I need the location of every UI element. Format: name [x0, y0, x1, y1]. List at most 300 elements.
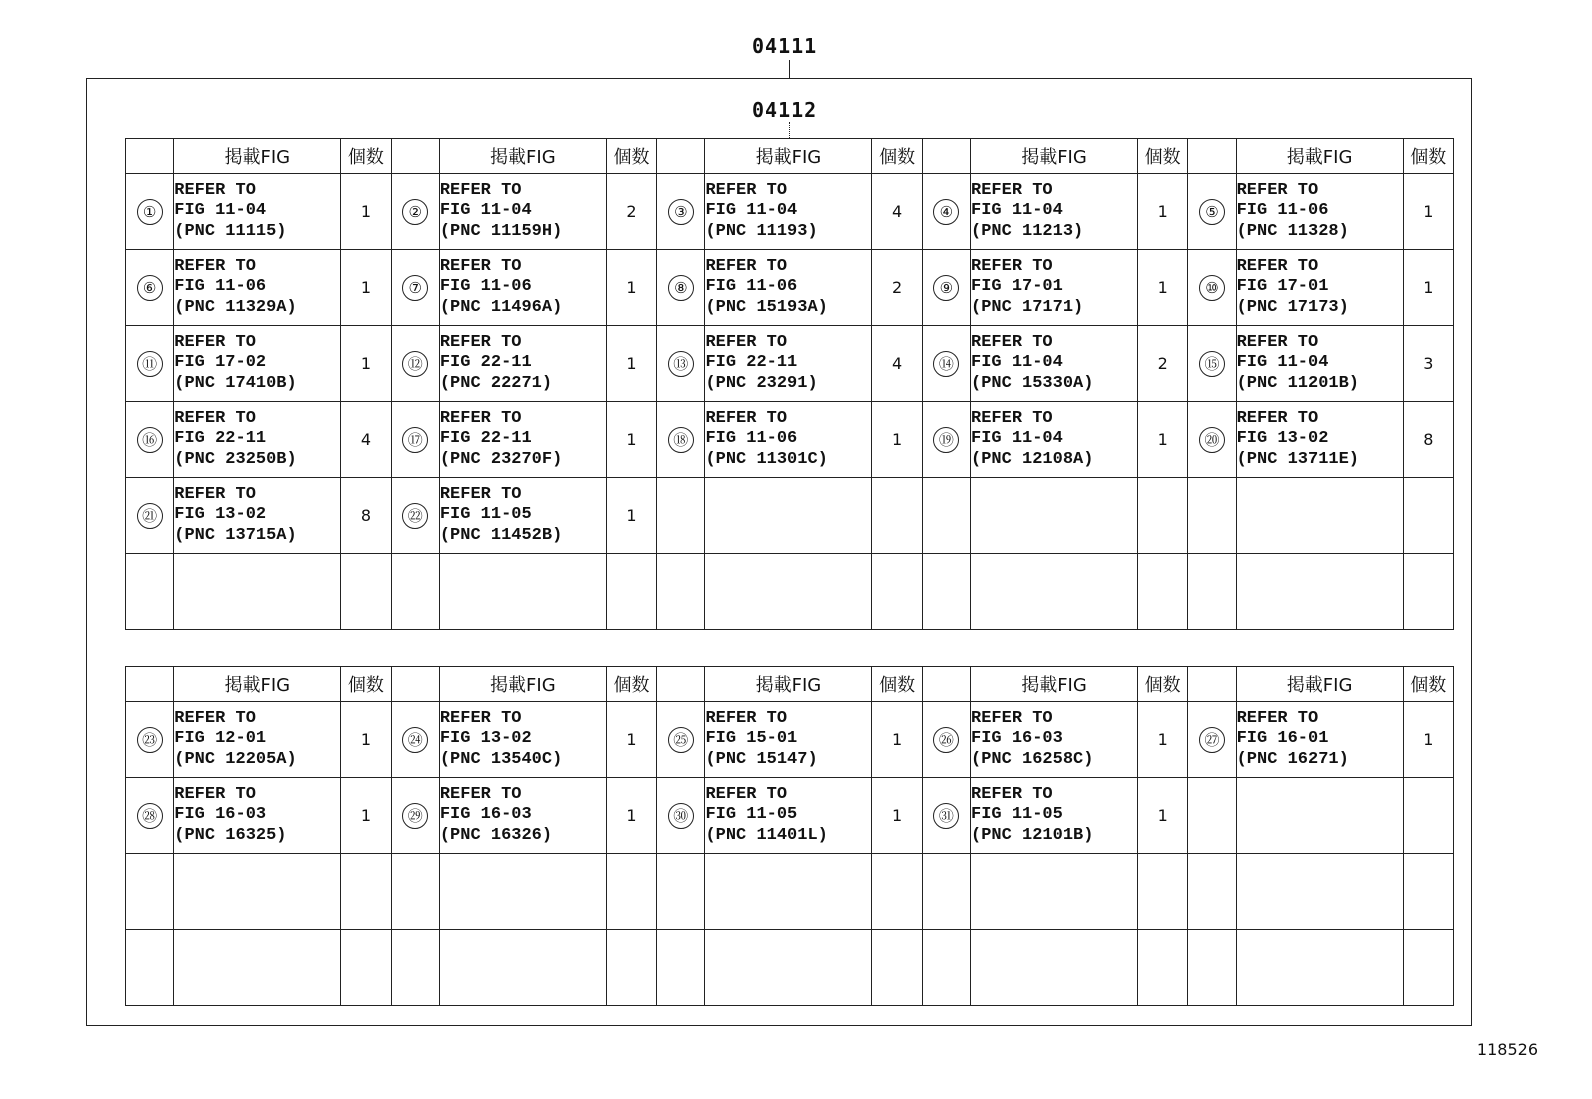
callout-number: ⑬: [668, 351, 694, 377]
refer-to-text: REFER TO: [439, 256, 522, 276]
empty-cell: [1138, 478, 1188, 554]
empty-cell: [391, 554, 439, 630]
callout-number-cell: [922, 250, 970, 326]
quantity-cell: 1: [1403, 702, 1453, 778]
empty-cell: [971, 478, 1138, 554]
fig-reference-cell: [1236, 402, 1403, 478]
callout-number: ㉚: [668, 803, 694, 829]
refer-to-text: REFER TO: [1236, 408, 1319, 428]
callout-number-cell: [922, 402, 970, 478]
quantity-cell: 4: [872, 174, 922, 250]
callout-number: ㉖: [933, 727, 959, 753]
header-qty-cell: 個数: [1138, 667, 1188, 702]
callout-number: ③: [668, 199, 694, 225]
fig-number-text: FIG 13-02: [439, 729, 532, 749]
quantity-cell: 1: [341, 778, 391, 854]
empty-cell: [872, 554, 922, 630]
table-row: [126, 854, 1454, 930]
quantity-cell: 1: [1138, 778, 1188, 854]
refer-to-text: REFER TO: [439, 484, 522, 504]
pnc-text: (PNC 16326): [439, 825, 553, 845]
callout-number-cell: [657, 174, 705, 250]
empty-cell: [341, 554, 391, 630]
callout-number: ⑤: [1199, 199, 1225, 225]
header-number-cell: [922, 139, 970, 174]
callout-number: ㉕: [668, 727, 694, 753]
empty-cell: [439, 854, 606, 930]
header-qty-cell: 個数: [1403, 139, 1453, 174]
fig-reference-cell: [174, 702, 341, 778]
header-qty-cell: 個数: [872, 139, 922, 174]
refer-to-text: REFER TO: [1236, 180, 1319, 200]
header-number-cell: [126, 667, 174, 702]
parts-reference-table-1: [125, 138, 1454, 630]
empty-cell: [922, 930, 970, 1006]
header-qty-cell: 個数: [341, 139, 391, 174]
quantity-cell: 1: [1138, 402, 1188, 478]
callout-number: ⑭: [933, 351, 959, 377]
quantity-cell: 1: [341, 326, 391, 402]
quantity-cell: 1: [606, 326, 656, 402]
quantity-cell: 1: [606, 702, 656, 778]
header-number-cell: [391, 667, 439, 702]
refer-to-text: REFER TO: [705, 180, 788, 200]
fig-number-text: FIG 22-11: [174, 429, 267, 449]
empty-cell: [705, 478, 872, 554]
quantity-cell: 1: [341, 702, 391, 778]
header-qty-cell: 個数: [1403, 667, 1453, 702]
callout-number-cell: [126, 326, 174, 402]
empty-cell: [922, 554, 970, 630]
pnc-text: (PNC 12101B): [971, 825, 1094, 845]
header-number-cell: [1188, 139, 1236, 174]
fig-reference-cell: [439, 778, 606, 854]
fig-number-text: FIG 11-06: [705, 277, 798, 297]
refer-to-text: REFER TO: [971, 180, 1053, 200]
callout-number: ⑰: [402, 427, 428, 453]
refer-to-text: REFER TO: [174, 784, 256, 804]
callout-number-cell: [126, 778, 174, 854]
empty-cell: [1403, 478, 1453, 554]
callout-number-cell: [391, 478, 439, 554]
quantity-cell: 8: [341, 478, 391, 554]
table-row: [126, 478, 1454, 554]
fig-number-text: FIG 11-05: [439, 505, 532, 525]
quantity-cell: 1: [872, 778, 922, 854]
quantity-cell: 4: [872, 326, 922, 402]
header-qty-cell: 個数: [606, 667, 656, 702]
empty-cell: [439, 930, 606, 1006]
header-fig-cell: 掲載FIG: [1236, 139, 1403, 174]
empty-cell: [705, 554, 872, 630]
empty-cell: [922, 854, 970, 930]
outer-assembly-code: 04111: [752, 34, 818, 58]
refer-to-text: REFER TO: [1236, 256, 1319, 276]
callout-number: ④: [933, 199, 959, 225]
empty-cell: [1236, 478, 1403, 554]
fig-number-text: FIG 16-03: [174, 805, 267, 825]
callout-number-cell: [391, 402, 439, 478]
fig-reference-cell: [439, 250, 606, 326]
fig-number-text: FIG 11-04: [971, 353, 1063, 373]
callout-number: ⑧: [668, 275, 694, 301]
pnc-text: (PNC 23291): [705, 373, 818, 393]
fig-reference-cell: [1236, 174, 1403, 250]
callout-number-cell: [922, 174, 970, 250]
fig-number-text: FIG 11-06: [1236, 201, 1329, 221]
fig-number-text: FIG 15-01: [705, 729, 798, 749]
pnc-text: (PNC 13711E): [1236, 449, 1360, 469]
callout-number-cell: [391, 174, 439, 250]
refer-to-text: REFER TO: [971, 256, 1053, 276]
pnc-text: (PNC 16258C): [971, 749, 1094, 769]
fig-reference-cell: [971, 174, 1138, 250]
parts-reference-table-2: [125, 666, 1454, 1006]
fig-number-text: FIG 12-01: [174, 729, 267, 749]
header-qty-cell: 個数: [606, 139, 656, 174]
pnc-text: (PNC 13715A): [174, 525, 297, 545]
table-row: [126, 402, 1454, 478]
header-number-cell: [657, 667, 705, 702]
header-fig-cell: 掲載FIG: [705, 139, 872, 174]
fig-reference-cell: [971, 778, 1138, 854]
callout-number-cell: [391, 778, 439, 854]
callout-number: ⑦: [402, 275, 428, 301]
empty-cell: [971, 930, 1138, 1006]
callout-number: ⑱: [668, 427, 694, 453]
refer-to-text: REFER TO: [174, 256, 256, 276]
fig-reference-cell: [1236, 702, 1403, 778]
quantity-cell: 1: [606, 250, 656, 326]
callout-number-cell: [922, 702, 970, 778]
callout-number: ㉛: [933, 803, 959, 829]
refer-to-text: REFER TO: [971, 332, 1053, 352]
header-fig-cell: 掲載FIG: [705, 667, 872, 702]
callout-number: ㉙: [402, 803, 428, 829]
fig-reference-cell: [174, 478, 341, 554]
fig-reference-cell: [439, 702, 606, 778]
refer-to-text: REFER TO: [705, 784, 788, 804]
empty-cell: [1403, 854, 1453, 930]
fig-number-text: FIG 16-03: [971, 729, 1063, 749]
empty-cell: [1236, 554, 1403, 630]
header-fig-cell: 掲載FIG: [439, 667, 606, 702]
quantity-cell: 2: [606, 174, 656, 250]
table-row: [126, 930, 1454, 1006]
refer-to-text: REFER TO: [1236, 332, 1319, 352]
header-qty-cell: 個数: [341, 667, 391, 702]
callout-number: ㉑: [137, 503, 163, 529]
pnc-text: (PNC 22271): [439, 373, 553, 393]
refer-to-text: REFER TO: [174, 708, 256, 728]
fig-reference-cell: [705, 702, 872, 778]
header-number-cell: [391, 139, 439, 174]
empty-cell: [1236, 778, 1403, 854]
table-row: [126, 778, 1454, 854]
refer-to-text: REFER TO: [439, 408, 522, 428]
table-row: [126, 702, 1454, 778]
callout-number-cell: [126, 174, 174, 250]
fig-number-text: FIG 11-04: [174, 201, 267, 221]
fig-number-text: FIG 22-11: [439, 429, 532, 449]
callout-number-cell: [1188, 174, 1236, 250]
empty-cell: [606, 930, 656, 1006]
callout-number: ⑳: [1199, 427, 1225, 453]
fig-reference-cell: [174, 402, 341, 478]
fig-reference-cell: [705, 326, 872, 402]
quantity-cell: 1: [1403, 250, 1453, 326]
fig-number-text: FIG 17-01: [971, 277, 1063, 297]
callout-number-cell: [126, 702, 174, 778]
quantity-cell: 1: [1403, 174, 1453, 250]
quantity-cell: 4: [341, 402, 391, 478]
header-number-cell: [1188, 667, 1236, 702]
table-row: [126, 326, 1454, 402]
pnc-text: (PNC 17173): [1236, 297, 1349, 317]
empty-cell: [126, 930, 174, 1006]
quantity-cell: 1: [341, 174, 391, 250]
header-fig-cell: 掲載FIG: [971, 139, 1138, 174]
empty-cell: [391, 930, 439, 1006]
pnc-text: (PNC 12108A): [971, 449, 1094, 469]
fig-reference-cell: [1236, 326, 1403, 402]
callout-number: ①: [137, 199, 163, 225]
empty-cell: [341, 930, 391, 1006]
empty-cell: [391, 854, 439, 930]
fig-reference-cell: [705, 250, 872, 326]
pnc-text: (PNC 11452B): [439, 525, 563, 545]
quantity-cell: 1: [872, 702, 922, 778]
empty-cell: [1236, 854, 1403, 930]
pnc-text: (PNC 11496A): [439, 297, 563, 317]
quantity-cell: 3: [1403, 326, 1453, 402]
header-number-cell: [126, 139, 174, 174]
refer-to-text: REFER TO: [439, 180, 522, 200]
callout-number-cell: [1188, 702, 1236, 778]
empty-cell: [657, 478, 705, 554]
header-fig-cell: 掲載FIG: [174, 667, 341, 702]
inner-leader-line: [789, 122, 790, 138]
callout-number: ⑮: [1199, 351, 1225, 377]
callout-number-cell: [657, 250, 705, 326]
empty-cell: [872, 854, 922, 930]
callout-number: ㉓: [137, 727, 163, 753]
pnc-text: (PNC 16271): [1236, 749, 1349, 769]
quantity-cell: 8: [1403, 402, 1453, 478]
callout-number-cell: [922, 778, 970, 854]
pnc-text: (PNC 13540C): [439, 749, 563, 769]
callout-number-cell: [1188, 250, 1236, 326]
empty-cell: [705, 854, 872, 930]
pnc-text: (PNC 23270F): [439, 449, 563, 469]
empty-cell: [439, 554, 606, 630]
pnc-text: (PNC 15193A): [705, 297, 828, 317]
empty-cell: [1188, 930, 1236, 1006]
header-number-cell: [657, 139, 705, 174]
callout-number: ⑩: [1199, 275, 1225, 301]
outer-leader-line: [789, 60, 790, 78]
callout-number-cell: [1188, 402, 1236, 478]
fig-number-text: FIG 22-11: [439, 353, 532, 373]
quantity-cell: 1: [872, 402, 922, 478]
pnc-text: (PNC 11159H): [439, 221, 563, 241]
fig-number-text: FIG 17-01: [1236, 277, 1329, 297]
callout-number: ⑯: [137, 427, 163, 453]
empty-cell: [872, 930, 922, 1006]
empty-cell: [1188, 478, 1236, 554]
fig-reference-cell: [439, 402, 606, 478]
callout-number: ⑲: [933, 427, 959, 453]
pnc-text: (PNC 11328): [1236, 221, 1349, 241]
empty-cell: [606, 854, 656, 930]
fig-number-text: FIG 11-04: [705, 201, 798, 221]
empty-cell: [1138, 854, 1188, 930]
header-number-cell: [922, 667, 970, 702]
fig-number-text: FIG 11-05: [971, 805, 1063, 825]
empty-cell: [1138, 930, 1188, 1006]
refer-to-text: REFER TO: [439, 784, 522, 804]
pnc-text: (PNC 11301C): [705, 449, 828, 469]
empty-cell: [1188, 554, 1236, 630]
empty-cell: [872, 478, 922, 554]
callout-number-cell: [922, 326, 970, 402]
callout-number-cell: [126, 402, 174, 478]
fig-number-text: FIG 11-06: [705, 429, 798, 449]
callout-number-cell: [657, 326, 705, 402]
quantity-cell: 1: [1138, 250, 1188, 326]
fig-reference-cell: [439, 326, 606, 402]
quantity-cell: 2: [1138, 326, 1188, 402]
fig-reference-cell: [971, 702, 1138, 778]
callout-number-cell: [1188, 326, 1236, 402]
quantity-cell: 1: [606, 778, 656, 854]
callout-number: ⑥: [137, 275, 163, 301]
callout-number-cell: [126, 478, 174, 554]
table-row: [126, 174, 1454, 250]
quantity-cell: 1: [1138, 174, 1188, 250]
empty-cell: [971, 854, 1138, 930]
fig-number-text: FIG 11-04: [971, 429, 1063, 449]
empty-cell: [174, 854, 341, 930]
refer-to-text: REFER TO: [971, 708, 1053, 728]
empty-cell: [174, 930, 341, 1006]
empty-cell: [657, 854, 705, 930]
fig-number-text: FIG 13-02: [174, 505, 267, 525]
callout-number-cell: [657, 402, 705, 478]
fig-number-text: FIG 13-02: [1236, 429, 1329, 449]
callout-number: ②: [402, 199, 428, 225]
fig-reference-cell: [439, 174, 606, 250]
callout-number-cell: [657, 778, 705, 854]
refer-to-text: REFER TO: [174, 332, 256, 352]
empty-cell: [1403, 778, 1453, 854]
table-row: [126, 250, 1454, 326]
fig-reference-cell: [971, 402, 1138, 478]
quantity-cell: 1: [341, 250, 391, 326]
refer-to-text: REFER TO: [1236, 708, 1319, 728]
empty-cell: [657, 554, 705, 630]
pnc-text: (PNC 11193): [705, 221, 818, 241]
pnc-text: (PNC 17171): [971, 297, 1084, 317]
header-fig-cell: 掲載FIG: [439, 139, 606, 174]
header-row: [126, 139, 1454, 174]
fig-reference-cell: [705, 778, 872, 854]
callout-number: ⑪: [137, 351, 163, 377]
illustration-number: 118526: [1476, 1040, 1538, 1059]
fig-reference-cell: [174, 250, 341, 326]
callout-number-cell: [126, 250, 174, 326]
pnc-text: (PNC 11213): [971, 221, 1084, 241]
empty-cell: [1188, 778, 1236, 854]
fig-number-text: FIG 11-05: [705, 805, 798, 825]
empty-cell: [1403, 930, 1453, 1006]
callout-number: ⑨: [933, 275, 959, 301]
fig-reference-cell: [439, 478, 606, 554]
callout-number: ⑫: [402, 351, 428, 377]
refer-to-text: REFER TO: [174, 408, 256, 428]
refer-to-text: REFER TO: [971, 784, 1053, 804]
callout-number: ㉒: [402, 503, 428, 529]
callout-number-cell: [391, 326, 439, 402]
header-fig-cell: 掲載FIG: [1236, 667, 1403, 702]
fig-number-text: FIG 11-06: [439, 277, 532, 297]
fig-reference-cell: [705, 174, 872, 250]
empty-cell: [705, 930, 872, 1006]
table-row: [126, 554, 1454, 630]
refer-to-text: REFER TO: [705, 256, 788, 276]
header-fig-cell: 掲載FIG: [971, 667, 1138, 702]
pnc-text: (PNC 23250B): [174, 449, 297, 469]
pnc-text: (PNC 11115): [174, 221, 287, 241]
refer-to-text: REFER TO: [174, 180, 256, 200]
fig-number-text: FIG 11-04: [971, 201, 1063, 221]
quantity-cell: 1: [1138, 702, 1188, 778]
empty-cell: [922, 478, 970, 554]
pnc-text: (PNC 11329A): [174, 297, 297, 317]
fig-number-text: FIG 11-06: [174, 277, 267, 297]
pnc-text: (PNC 11401L): [705, 825, 828, 845]
fig-number-text: FIG 11-04: [439, 201, 532, 221]
pnc-text: (PNC 11201B): [1236, 373, 1360, 393]
inner-assembly-code: 04112: [752, 98, 818, 122]
empty-cell: [1236, 930, 1403, 1006]
pnc-text: (PNC 15330A): [971, 373, 1094, 393]
refer-to-text: REFER TO: [439, 332, 522, 352]
pnc-text: (PNC 12205A): [174, 749, 297, 769]
fig-number-text: FIG 16-01: [1236, 729, 1329, 749]
empty-cell: [657, 930, 705, 1006]
refer-to-text: REFER TO: [971, 408, 1053, 428]
quantity-cell: 1: [606, 478, 656, 554]
fig-number-text: FIG 17-02: [174, 353, 267, 373]
fig-number-text: FIG 22-11: [705, 353, 798, 373]
header-qty-cell: 個数: [872, 667, 922, 702]
empty-cell: [341, 854, 391, 930]
empty-cell: [1138, 554, 1188, 630]
empty-cell: [1188, 854, 1236, 930]
refer-to-text: REFER TO: [439, 708, 522, 728]
fig-reference-cell: [174, 326, 341, 402]
header-fig-cell: 掲載FIG: [174, 139, 341, 174]
fig-reference-cell: [1236, 250, 1403, 326]
fig-reference-cell: [971, 326, 1138, 402]
pnc-text: (PNC 15147): [705, 749, 818, 769]
refer-to-text: REFER TO: [705, 408, 788, 428]
quantity-cell: 1: [606, 402, 656, 478]
callout-number-cell: [391, 702, 439, 778]
refer-to-text: REFER TO: [705, 332, 788, 352]
refer-to-text: REFER TO: [705, 708, 788, 728]
